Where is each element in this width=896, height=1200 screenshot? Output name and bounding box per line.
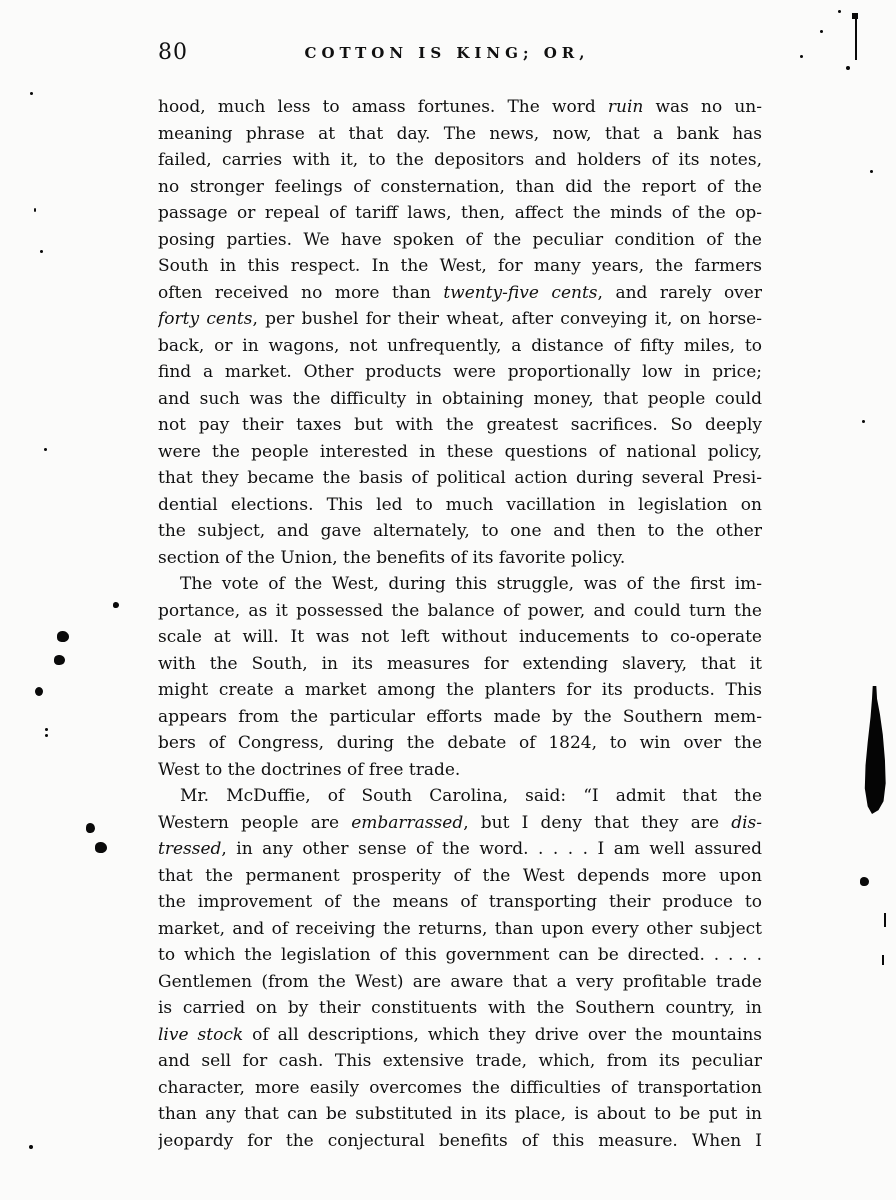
text-line: often received no more than twenty-five cents, and rarely over (158, 282, 762, 303)
text-line: tressed, in any other sense of the word. . . . . I am well assured (158, 839, 762, 859)
text-line: meaning phrase at that day. The news, now, that a bank has (158, 123, 762, 144)
ink-speck (846, 66, 850, 70)
ink-speck (113, 602, 119, 608)
text-block (158, 40, 762, 1154)
text-line: South in this respect. In the West, for many years, the farmers (158, 256, 762, 276)
text-line: scale at will. It was not left without inducements to co-operate (158, 627, 762, 647)
text-line: the improvement of the means of transporting their produce to (158, 892, 762, 912)
scan-edge-smudge (854, 686, 890, 814)
text-line: passage or repeal of tariff laws, then, affect the minds of the op- (158, 203, 762, 223)
text-line: The vote of the West, during this struggle, was of the first im- (180, 574, 762, 594)
text-line: to which the legislation of this government can be directed. . . . . (158, 945, 762, 965)
text-line: back, or in wagons, not unfrequently, a distance of fifty miles, to (158, 335, 762, 356)
text-line: live stock of all descriptions, which they drive over the mountains (158, 1024, 762, 1045)
text-line: the subject, and gave alternately, to one and then to the other (158, 521, 762, 541)
ink-speck (95, 842, 107, 853)
ink-speck (862, 420, 865, 423)
text-line: Mr. McDuffie, of South Carolina, said: “I admit that the (180, 786, 762, 806)
ink-speck (800, 55, 803, 58)
scan-edge-line (855, 16, 857, 60)
text-line: Gentlemen (from the West) are aware that a very profitable trade (158, 971, 762, 992)
text-line: forty cents, per bushel for their wheat, after conveying it, on horse- (158, 309, 762, 329)
ink-speck (30, 92, 33, 95)
text-line: not pay their taxes but with the greatest sacrifices. So deeply (158, 415, 762, 435)
ink-speck (852, 13, 858, 19)
text-line: that they became the basis of political action during several Presi- (158, 468, 762, 488)
text-line: failed, carries with it, to the depositors and holders of its notes, (158, 150, 762, 170)
text-line: Western people are embarrassed, but I deny that they are dis- (158, 812, 762, 833)
text-line: find a market. Other products were proportionally low in price; (158, 362, 762, 382)
page-number: 80 (158, 40, 188, 65)
ink-speck (54, 655, 65, 665)
text-line: portance, as it possessed the balance of power, and could turn the (158, 600, 762, 621)
ink-speck (34, 208, 36, 212)
ink-speck (45, 728, 48, 731)
text-line: dential elections. This led to much vacillation in legislation on (158, 494, 762, 515)
text-line: character, more easily overcomes the difficulties of transportation (158, 1077, 762, 1098)
text-line: section of the Union, the benefits of its favorite policy. (158, 547, 626, 568)
ink-speck (35, 687, 43, 696)
page-header (158, 40, 762, 64)
text-line: were the people interested in these questions of national policy, (158, 441, 762, 462)
text-line: bers of Congress, during the debate of 1824, to win over the (158, 733, 762, 753)
ink-speck (45, 734, 48, 737)
ink-speck (29, 1145, 33, 1149)
text-line: appears from the particular efforts made by the Southern mem- (158, 706, 762, 727)
text-line: that the permanent prosperity of the West depends more upon (158, 865, 762, 886)
text-line: no stronger feelings of consternation, than did the report of the (158, 176, 762, 197)
text-line: jeopardy for the conjectural benefits of this measure. When I (158, 1130, 762, 1151)
text-line: than any that can be substituted in its place, is about to be put in (158, 1104, 762, 1124)
ink-speck (44, 448, 47, 451)
text-line: market, and of receiving the returns, than upon every other subject (158, 918, 762, 939)
text-line: and such was the difficulty in obtaining money, that people could (158, 388, 762, 409)
text-line: is carried on by their constituents with the Southern country, in (158, 998, 762, 1018)
body-text (158, 94, 762, 1154)
ink-speck (86, 823, 95, 833)
text-line: West to the doctrines of free trade. (158, 759, 461, 780)
ink-speck (40, 250, 43, 253)
scan-edge-mark (882, 955, 884, 965)
running-head-title: COTTON IS KING; OR, (304, 44, 590, 62)
text-line: posing parties. We have spoken of the peculiar condition of the (158, 229, 762, 250)
ink-speck (860, 877, 869, 886)
text-line: might create a market among the planters for its products. This (158, 680, 762, 700)
text-line: and sell for cash. This extensive trade, which, from its peculiar (158, 1051, 762, 1071)
ink-speck (820, 30, 823, 33)
text-line: hood, much less to amass fortunes. The word ruin was no un- (158, 97, 762, 117)
ink-speck (57, 631, 69, 642)
ink-speck (870, 170, 873, 173)
text-line: with the South, in its measures for extending slavery, that it (158, 653, 762, 674)
ink-speck (838, 10, 841, 13)
scan-edge-mark (884, 913, 886, 927)
